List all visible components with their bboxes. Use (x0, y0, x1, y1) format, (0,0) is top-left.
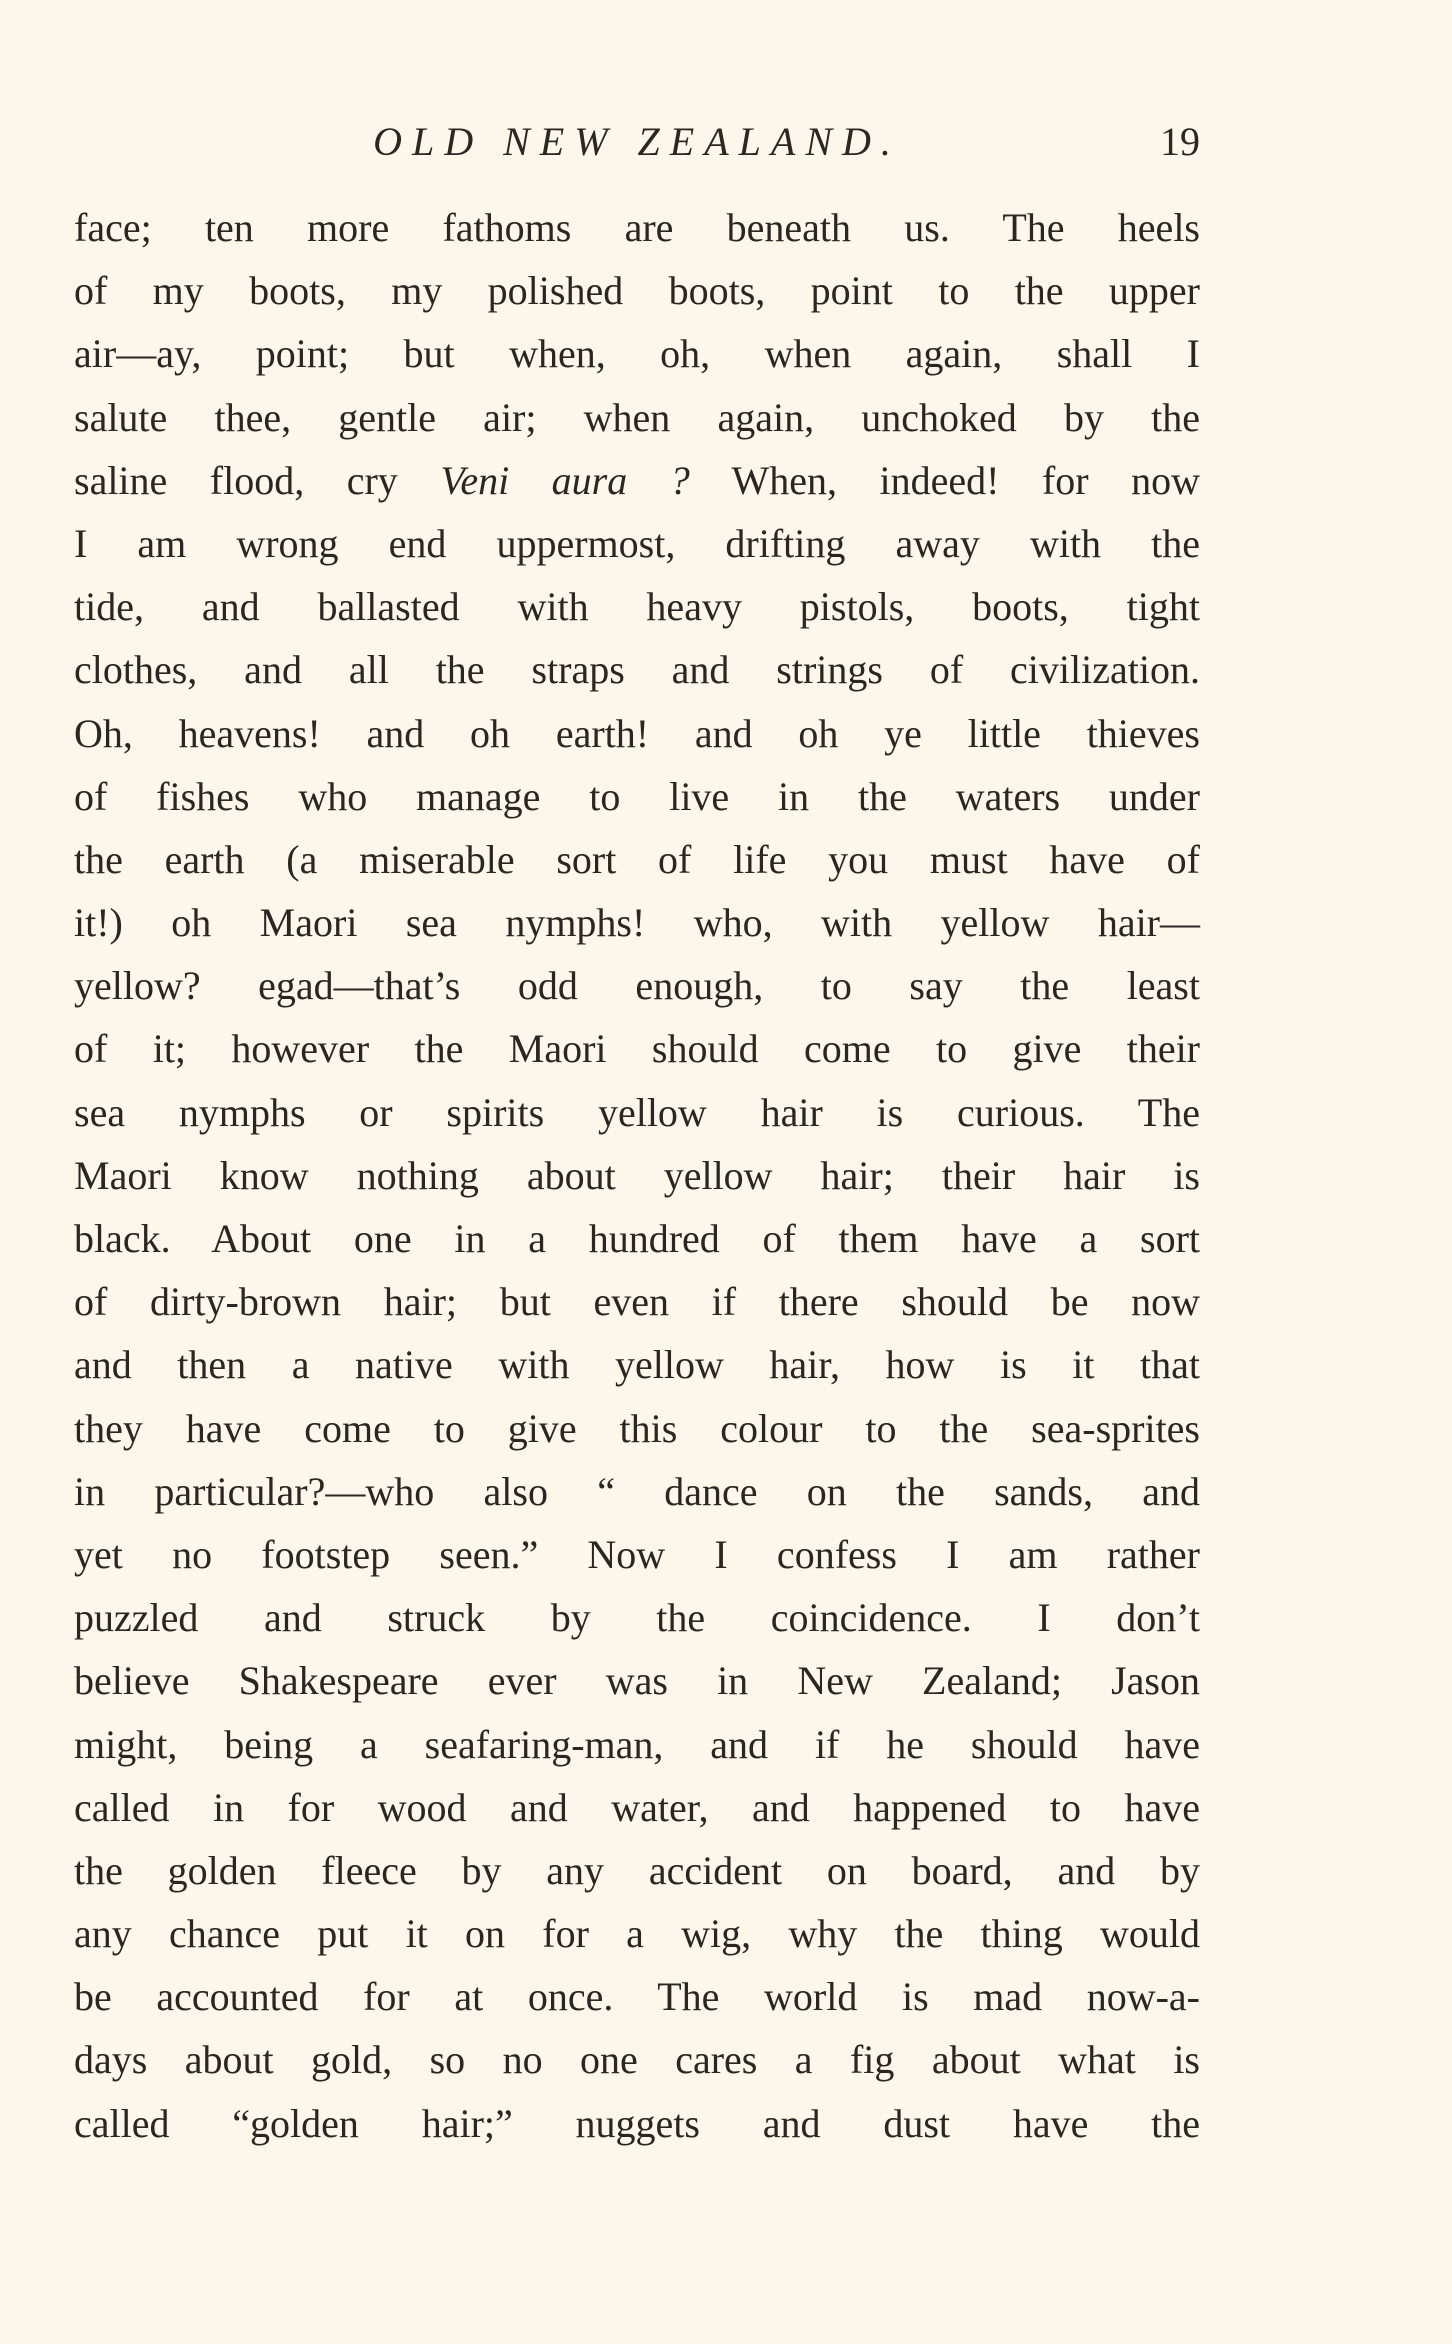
text-line: of fishes who manage to live in the waters under (74, 773, 1200, 819)
text-line: face; ten more fathoms are beneath us. The heels (74, 205, 1200, 250)
text-line: salute thee, gentle air; when again, unchoked by the (74, 394, 1200, 440)
text-line: I am wrong end uppermost, drifting away with the (74, 520, 1200, 566)
text-line: called “golden hair;” nuggets and dust have the (74, 2100, 1200, 2146)
text-line: might, being a seafaring-man, and if he should have (74, 1721, 1200, 1767)
text-line-end: When, indeed! for now (689, 457, 1200, 503)
text-line: yet no footstep seen.” Now I confess I am rather (74, 1531, 1200, 1577)
text-line: Maori know nothing about yellow hair; their hair is (74, 1152, 1200, 1198)
text-line: puzzled and struck by the coincidence. I don’t (74, 1595, 1200, 1641)
text-line: it!) oh Maori sea nymphs! who, with yellow hair— (74, 900, 1200, 946)
text-line: clothes, and all the straps and strings of civilization. (74, 647, 1200, 693)
running-title: OLD NEW ZEALAND. (373, 119, 901, 164)
text-line: of my boots, my polished boots, point to the upper (74, 268, 1200, 314)
text-line: the golden fleece by any accident on board, and by (74, 1847, 1200, 1893)
text-line: the earth (a miserable sort of life you must have of (74, 836, 1200, 882)
text-line: called in for wood and water, and happened to have (74, 1784, 1200, 1830)
text-line: days about gold, so no one cares a fig about what is (74, 2037, 1200, 2083)
running-head (74, 118, 1200, 178)
text-line: yellow? egad—that’s odd enough, to say the least (74, 963, 1200, 1009)
text-line: be accounted for at once. The world is mad now-a- (74, 1974, 1200, 2020)
text-line: believe Shakespeare ever was in New Zealand; Jason (74, 1658, 1200, 1704)
text-line: of it; however the Maori should come to give their (74, 1026, 1200, 1072)
text-line: in particular?—who also “ dance on the sands, and (74, 1468, 1200, 1514)
text-line: black. About one in a hundred of them have a sort (74, 1216, 1200, 1261)
text-line: Oh, heavens! and oh earth! and oh ye little thieves (74, 710, 1200, 756)
text-line: air—ay, point; but when, oh, when again, shall I (74, 331, 1200, 377)
text-line: of dirty-brown hair; but even if there should be now (74, 1279, 1200, 1325)
text-line: sea nymphs or spirits yellow hair is curious. The (74, 1089, 1200, 1135)
text-line: they have come to give this colour to the sea-sprites (74, 1405, 1200, 1451)
text-line-with-italic (74, 449, 1200, 512)
text-line: any chance put it on for a wig, why the thing would (74, 1911, 1200, 1957)
text-line: tide, and ballasted with heavy pistols, boots, tight (74, 584, 1200, 630)
body-text (74, 196, 1200, 2155)
italic-phrase: Veni aura ? (440, 457, 690, 503)
page-number: 19 (1160, 119, 1200, 164)
text-line: and then a native with yellow hair, how is it that (74, 1342, 1200, 1388)
text-line-start: saline flood, cry (74, 457, 441, 503)
